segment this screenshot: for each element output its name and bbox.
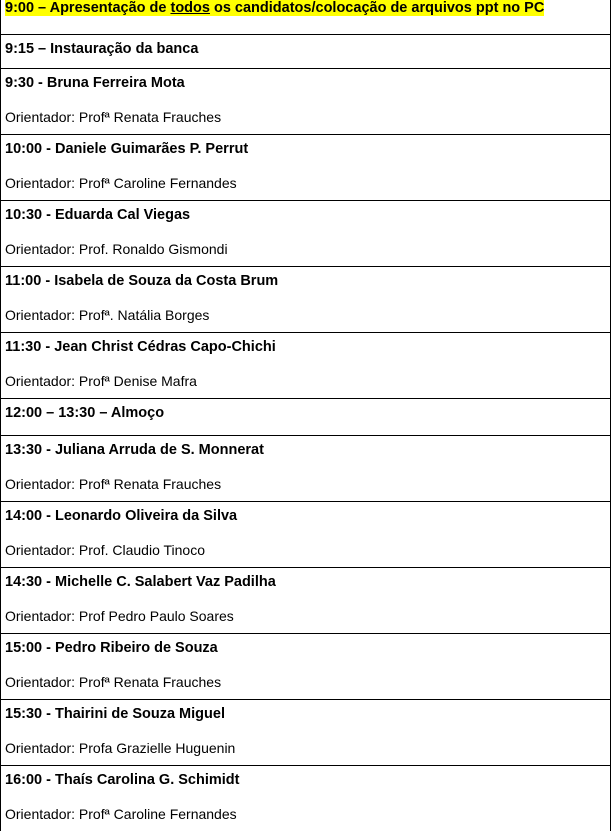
slot-row (0, 266, 611, 332)
slot-row (0, 200, 611, 266)
slot-advisor: Orientador: Profa Grazielle Huguenin (5, 740, 236, 756)
schedule-header-text (5, 0, 544, 16)
slot-heading (5, 339, 276, 355)
slot-heading (5, 574, 276, 590)
slot-advisor: Orientador: Profª. Natália Borges (5, 307, 210, 323)
slot-time: 11:00 - (5, 273, 51, 289)
slot-advisor: Orientador: Profª Renata Frauches (5, 674, 222, 690)
header-text-post: os candidatos/colocação de arquivos ppt no PC (209, 0, 545, 16)
slot-time: 11:30 - (5, 339, 51, 355)
slot-name: Daniele Guimarães P. Perrut (54, 141, 249, 157)
slot-name: Thaís Carolina G. Schimidt (54, 772, 240, 788)
opening-text: 9:15 – Instauração da banca (5, 41, 199, 57)
schedule-header-row (0, 0, 611, 34)
slot-row (0, 332, 611, 398)
slot-time: 14:30 - (5, 574, 51, 590)
slot-heading (5, 207, 190, 223)
slot-row (0, 501, 611, 567)
slot-time: 15:00 - (5, 640, 51, 656)
slot-heading (5, 706, 225, 722)
slot-name: Leonardo Oliveira da Silva (54, 508, 238, 524)
slot-name: Jean Christ Cédras Capo-Chichi (54, 339, 276, 355)
opening-row (0, 34, 611, 68)
slot-advisor: Orientador: Profª Caroline Fernandes (5, 175, 237, 191)
lunch-text: 12:00 – 13:30 – Almoço (5, 405, 165, 421)
header-text-underlined: todos (170, 0, 210, 16)
slot-advisor: Orientador: Prof Pedro Paulo Soares (5, 608, 234, 624)
slot-advisor: Orientador: Prof. Claudio Tinoco (5, 542, 205, 558)
header-highlight (5, 0, 544, 16)
header-text-pre: 9:00 – Apresentação de (5, 0, 171, 16)
slot-heading (5, 508, 237, 524)
slot-row (0, 567, 611, 633)
slot-advisor: Orientador: Profª Renata Frauches (5, 109, 222, 125)
slot-row (0, 435, 611, 501)
slot-row (0, 699, 611, 765)
slot-advisor: Orientador: Profª Caroline Fernandes (5, 806, 237, 822)
slot-name: Isabela de Souza da Costa Brum (54, 273, 279, 289)
slot-advisor: Orientador: Profª Renata Frauches (5, 476, 222, 492)
slot-name: Eduarda Cal Viegas (54, 207, 191, 223)
slot-time: 16:00 - (5, 772, 51, 788)
slot-advisor: Orientador: Prof. Ronaldo Gismondi (5, 241, 228, 257)
slot-row (0, 633, 611, 699)
slot-heading (5, 141, 248, 157)
slot-heading (5, 273, 278, 289)
slot-row (0, 134, 611, 200)
slot-name: Thairini de Souza Miguel (54, 706, 225, 722)
slot-time: 10:00 - (5, 141, 51, 157)
slot-time: 13:30 - (5, 442, 51, 458)
slot-name: Michelle C. Salabert Vaz Padilha (54, 574, 276, 590)
slot-time: 10:30 - (5, 207, 51, 223)
slot-name: Bruna Ferreira Mota (46, 75, 185, 91)
slot-advisor: Orientador: Profª Denise Mafra (5, 373, 197, 389)
lunch-row (0, 398, 611, 435)
slot-name: Juliana Arruda de S. Monnerat (54, 442, 264, 458)
slot-row (0, 765, 611, 831)
slot-time: 9:30 - (5, 75, 43, 91)
slot-heading (5, 75, 185, 91)
slot-name: Pedro Ribeiro de Souza (54, 640, 218, 656)
slot-row (0, 68, 611, 134)
slot-time: 14:00 - (5, 508, 51, 524)
slot-time: 15:30 - (5, 706, 51, 722)
slot-heading (5, 640, 218, 656)
slot-heading (5, 442, 264, 458)
slot-heading (5, 772, 240, 788)
